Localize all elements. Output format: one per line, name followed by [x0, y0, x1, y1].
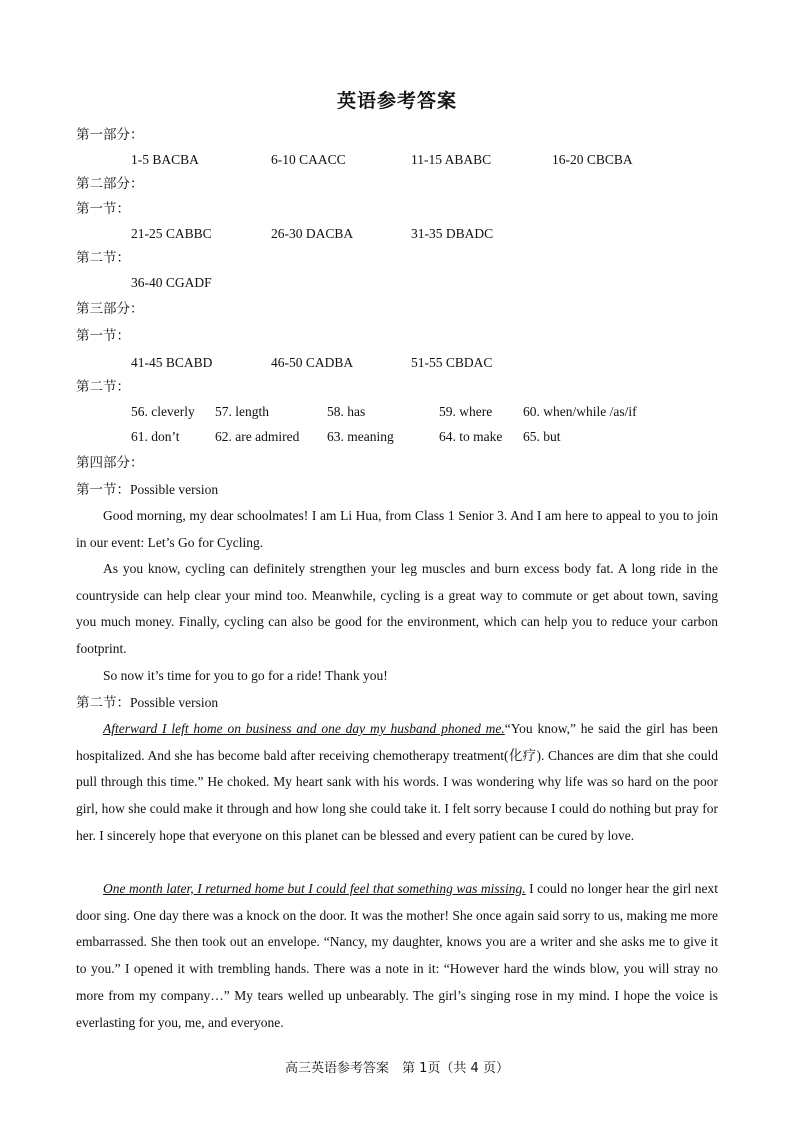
blank-answer: 62. are admired — [215, 429, 300, 444]
blank-answer: 56. cleverly — [131, 404, 195, 419]
essay-paragraph-text: As you know, cycling can definitely strengthen your leg muscles and burn excess body fat. A long ride in the countryside can help clear your mind too. Meanwhile, cycling is a great way to commute or get about town, saving you much money. Finally, cycling can also be good for the environment, which can help you to reduce your carbon footprint. — [76, 561, 718, 657]
page-footer: 高三英语参考答案 第 1页（共 4 页） — [285, 1061, 509, 1076]
blank-answer: 65. but — [523, 429, 561, 444]
essay-paragraph-text: So now it’s time for you to go for a ride! Thank you! — [103, 668, 388, 683]
essay-paragraph — [76, 503, 718, 556]
part3-label: 第三部分： — [76, 301, 144, 316]
blank-answer: 57. length — [215, 404, 269, 419]
blank-answer: 60. when/while /as/if — [523, 404, 637, 419]
blank-answer: 61. don’t — [131, 429, 180, 444]
answer-group: 6-10 CAACC — [271, 152, 346, 167]
part4-label: 第四部分： — [76, 455, 144, 470]
part4-section2-label: 第二节：Possible version — [76, 695, 219, 710]
part1-label: 第一部分： — [76, 127, 144, 142]
answer-group: 51-55 CBDAC — [411, 355, 493, 370]
answer-group: 31-35 DBADC — [411, 226, 494, 241]
part2-section1-label: 第一节： — [76, 201, 130, 216]
given-opening-sentence: One month later, I returned home but I could feel that something was missing. — [103, 881, 526, 896]
continuation-text: “You know,” he said the girl has been hospitalized. And she has become bald after receiving chemotherapy treatment(化疗). Chances are dim that she could pull through this time.” He choked. My heart sank with his words. I was wondering why life was so hard on the poor girl, how she could make it through and how long she could take it. I felt sorry because I could do nothing but pray for her. I sincerely hope that everyone on this planet can be blessed and every patient can be cured by love. — [76, 721, 718, 843]
blank-answer: 64. to make — [439, 429, 503, 444]
continuation-text: I could no longer hear the girl next door sing. One day there was a knock on the door. It was the mother! She once again said sorry to us, making me more embarrassed. She then took out an envelope. “Nancy, my daughter, knows you are a writer and she asks me to give it to you.” I opened it with trembling hands. There was a note in it: “However hard the winds blow, you will stray no more from my company…” My tears welled up unbearably. The girl’s singing rose in my mind. I hope the voice is everlasting for you, me, and everyone. — [76, 881, 718, 1030]
blank-answer: 63. meaning — [327, 429, 394, 444]
answer-group: 26-30 DACBA — [271, 226, 354, 241]
essay-paragraph — [76, 663, 718, 690]
blank-answer: 58. has — [327, 404, 366, 419]
part2-label: 第二部分： — [76, 176, 144, 191]
answer-group: 1-5 BACBA — [131, 152, 199, 167]
continuation-paragraph — [76, 876, 718, 1036]
part3-section1-label: 第一节： — [76, 328, 130, 343]
answer-group: 46-50 CADBA — [271, 355, 354, 370]
given-opening-sentence: Afterward I left home on business and one day my husband phoned me. — [103, 721, 505, 736]
part3-section2-label: 第二节： — [76, 379, 130, 394]
part2-section2-label: 第二节： — [76, 250, 130, 265]
blank-answer: 59. where — [439, 404, 493, 419]
essay-paragraph-text: Good morning, my dear schoolmates! I am Li Hua, from Class 1 Senior 3. And I am here to appeal to you to join in our event: Let’s Go for Cycling. — [76, 508, 718, 550]
answer-group: 16-20 CBCBA — [552, 152, 633, 167]
part4-section1-label: 第一节：Possible version — [76, 482, 219, 497]
essay-paragraph — [76, 556, 718, 663]
answer-group: 11-15 ABABC — [411, 152, 492, 167]
page-title: 英语参考答案 — [336, 90, 457, 112]
answer-group: 21-25 CABBC — [131, 226, 212, 241]
continuation-paragraph — [76, 716, 718, 850]
answer-group: 36-40 CGADF — [131, 275, 212, 290]
answer-group: 41-45 BCABD — [131, 355, 213, 370]
